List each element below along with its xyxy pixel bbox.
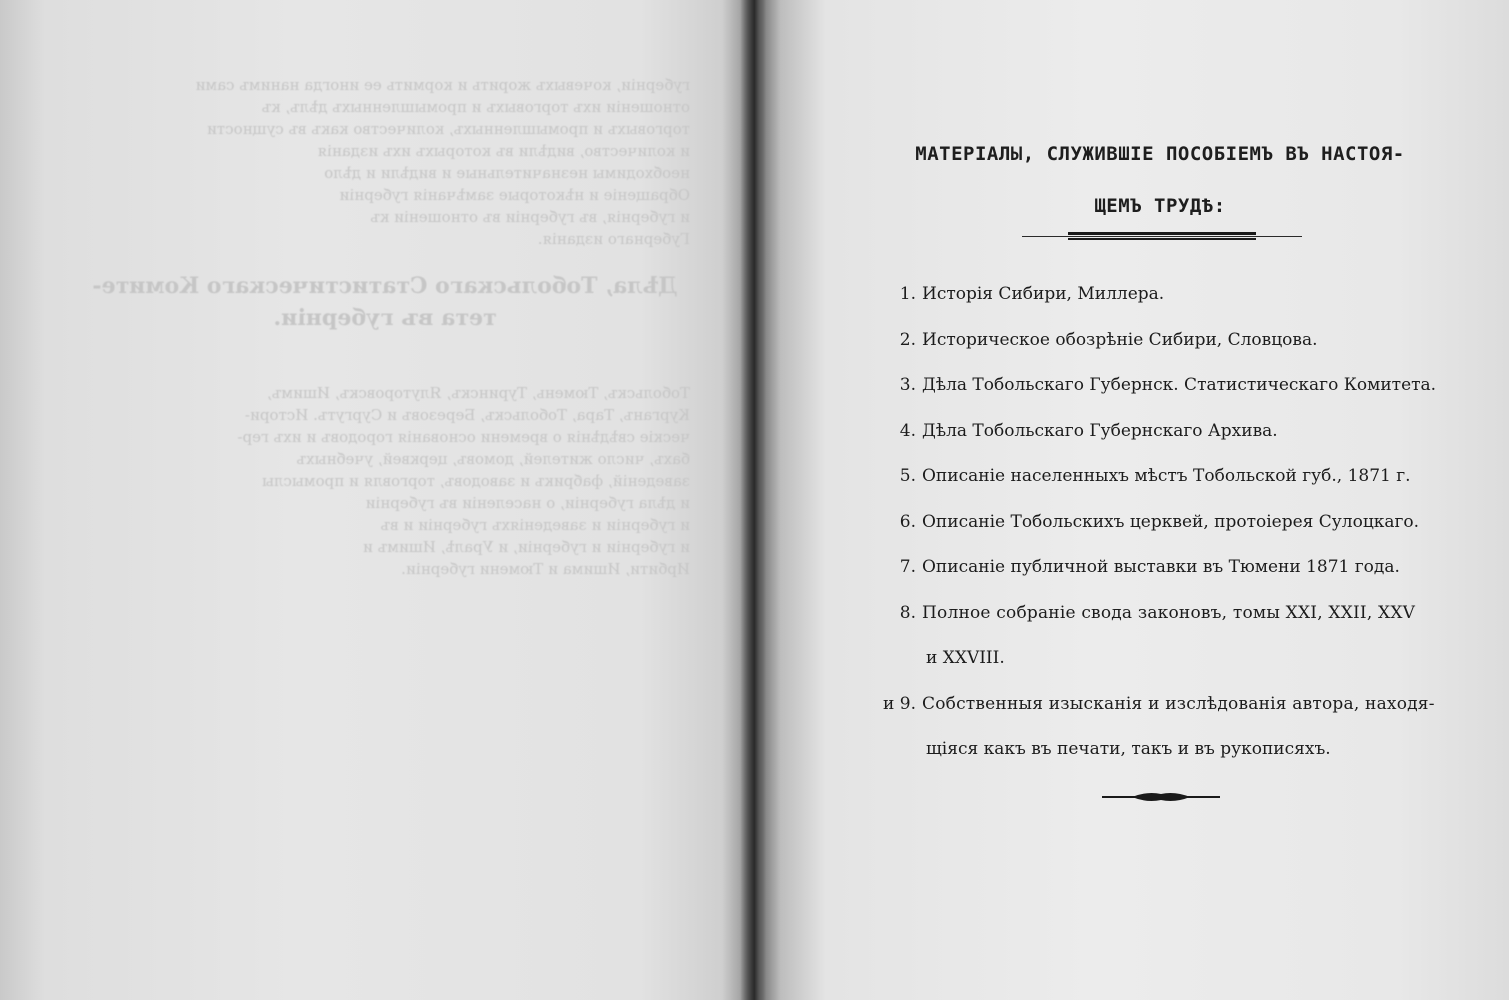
list-item-number: 2. [899,329,916,350]
list-item [862,409,1462,455]
rule-thick-line [1068,232,1256,235]
list-item [862,682,1462,728]
bleed-line: Губернаго изданія. [537,230,690,248]
list-item-number: 3. [899,375,916,395]
list-item-text: Описаніе Тобольскихъ церквей, протоіерея Сулоцкаго. [922,511,1420,532]
list-item [862,545,1462,591]
bleed-through-heading [80,270,690,334]
bleed-line: торговыхъ и промышленныхъ, количество какъ въ сущности [206,120,690,138]
bleed-line: и количество, видѣли въ которыхъ ихъ изданія [317,142,690,160]
list-item-continuation: и XXVIII. [926,648,1005,668]
list-item-text: Историческое обозрѣніе Сибири, Словцова. [922,329,1318,350]
list-item-text: Исторія Сибири, Миллера. [922,284,1165,304]
list-item-number: и 9. [883,693,916,714]
bleed-line: и губерніи и губерніи, и Уралѣ, Ишимъ и [362,538,690,556]
bleed-line: Тобольскъ, Тюмень, Туринскъ, Ялуторовскъ, Ишимъ, [267,384,690,402]
list-item-text: Дѣла Тобольскаго Губернскаго Архива. [922,420,1278,441]
list-item-number: 8. [899,602,916,623]
page-title [880,128,1440,232]
list-item [862,318,1462,364]
list-item-number: 5. [899,466,916,486]
bleed-line: отношеніи ихъ торговыхъ и промышленныхъ дѣлъ, къ [261,98,690,116]
rule-thick-line [1068,238,1256,240]
list-item-number: 7. [899,557,916,577]
decorative-rule [1022,230,1302,242]
bleed-line: и губернія, въ губерніи въ отношеніи къ [370,208,690,226]
list-item [862,591,1462,637]
list-item-number: 1. [899,284,916,304]
bleed-line: необходимы незначительные и видѣли и дѣло [324,164,690,182]
bleed-line: Ирбити, Ишима и Тюмени губерніи. [401,560,690,578]
list-item [862,272,1462,318]
list-item-text: Полное собраніе свода законовъ, томы XXI, XXII, XXV [922,602,1416,623]
list-item [862,363,1462,409]
left-page [0,0,752,1000]
list-item [862,454,1462,500]
bleed-line: заведеній, фабрикъ и заводовъ, торговля и промыслы [262,472,690,490]
list-item-number: 4. [899,420,916,441]
bleed-line: и губерніи и заведеніяхъ губерніи и въ [380,516,690,534]
list-item-text: Дѣла Тобольскаго Губернск. Статистическаго Комитета. [922,375,1437,395]
list-item-text: Описаніе публичной выставки въ Тюмени 1871 года. [922,557,1400,577]
bleed-line: губерніи, кочевыхъ жорить и кормить ее иногда нанимъ сами [195,76,690,94]
list-item-text: Собственныя изысканія и изслѣдованія автора, находя- [922,693,1435,714]
bleed-line: Обращеніе и нѣкоторые замѣчанія губерніи [339,186,690,204]
list-item-text: Описаніе населенныхъ мѣстъ Тобольской губ., 1871 г. [922,466,1411,486]
list-item-continuation: щіяся какъ въ печати, такъ и въ рукописяхъ. [926,739,1331,759]
bleed-line: Дѣла, Тобольскаго Статистическаго Комите- [92,273,678,299]
bleed-line: бахъ, число жителей, домовъ, церквей, учебныхъ [296,450,690,468]
end-ornament-icon [1102,788,1220,806]
list-item-number: 6. [899,511,916,532]
list-item [862,500,1462,546]
page-title-line: МАТЕРІАЛЫ, СЛУЖИВШІЕ ПОСОБІЕМЪ ВЪ НАСТОЯ- [915,143,1405,165]
bleed-line: ческіе свѣдѣнія о времени основанія городовъ и ихъ гер- [237,428,690,446]
bleed-line: тета въ губерніи. [273,305,497,331]
book-gutter [740,0,766,1000]
bleed-through-text-top [80,74,690,250]
sources-list [862,272,1462,773]
bleed-line: и дѣла губерніи, о населеніи въ губерніи [365,494,690,512]
page-title-line: ЩЕМЪ ТРУДѢ: [1094,195,1226,217]
bleed-through-text-bottom [80,382,690,580]
rule-thin-line [1022,236,1302,237]
bleed-line: Курганъ, Тара, Тобольскъ, Березовъ и Сургутъ. Истори- [244,406,690,424]
